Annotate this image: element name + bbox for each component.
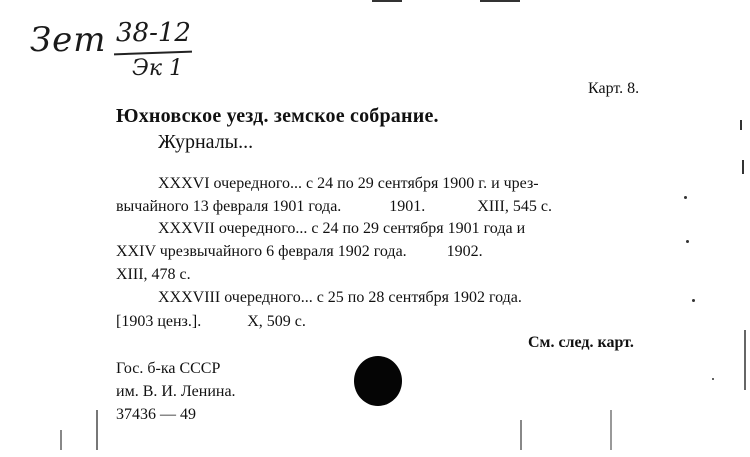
entry-line-2 [116,198,552,216]
speck [610,410,612,450]
entry-line-4 [116,243,483,261]
entry-line-3: XXXVII очередного... с 24 по 29 сентября 1901 года и [158,220,526,237]
entry-line-7-censor: [1903 ценз.]. [116,313,202,330]
card-subtitle: Журналы... [158,131,254,153]
speck [684,196,687,199]
card-title: Юхновское уезд. земское собрание. [116,105,439,127]
handwritten-copy-number: Эк 1 [132,56,183,81]
handwritten-shelf-number: 38-12 [116,18,191,48]
entry-line-6: XXXVIII очередного... с 25 по 28 сентября 1902 года. [158,289,522,306]
see-next-card: См. след. карт. [528,334,634,351]
speck [686,240,689,243]
entry-line-7-pages: X, 509 с. [247,313,306,330]
entry-line-5: XIII, 478 с. [116,266,191,283]
speck [740,120,742,130]
speck [692,299,695,302]
card-number: Карт. 8. [588,80,640,97]
library-name: Гос. б-ка СССР [116,360,221,377]
speck [744,330,746,390]
entry-line-4-year: 1902. [446,243,483,260]
speck [372,0,402,2]
entry-line-4-text: XXIV чрезвычайного 6 февраля 1902 года. [116,243,407,260]
speck [742,160,744,174]
library-dedication: им. В. И. Ленина. [116,383,236,400]
speck [480,0,520,2]
speck [712,378,714,380]
handwritten-shelf-prefix: Зет [30,20,107,60]
handwritten-divider [114,51,192,56]
library-inventory-number: 37436 — 49 [116,406,196,423]
entry-line-2-pages: XIII, 545 с. [477,198,552,215]
entry-line-2-text: вычайного 13 февраля 1901 года. [116,198,342,215]
punch-hole [354,356,402,406]
entry-line-2-year: 1901. [389,198,426,215]
entry-line-1: XXXVI очередного... с 24 по 29 сентября 1900 г. и чрез- [158,175,539,192]
speck [520,420,522,450]
speck [96,410,98,450]
speck [60,430,62,450]
entry-line-7 [116,313,306,331]
